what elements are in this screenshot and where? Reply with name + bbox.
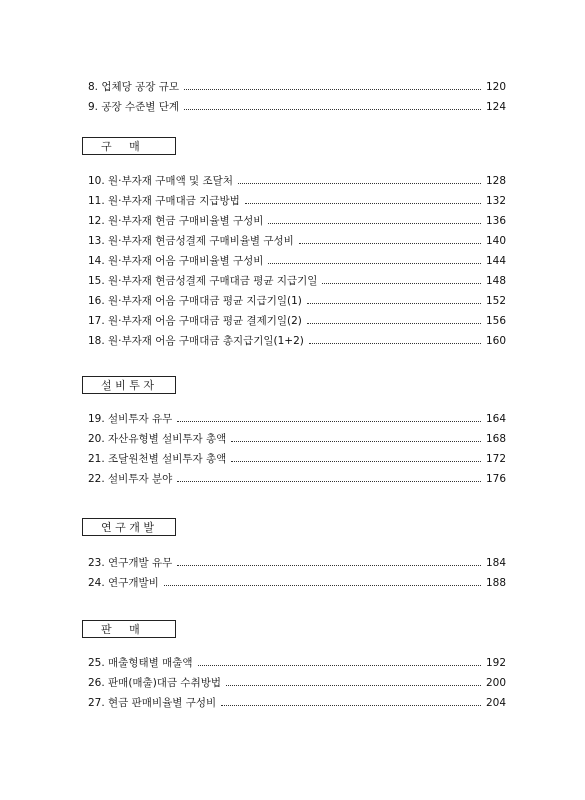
toc-entry-label: 24. 연구개발비 <box>88 577 159 589</box>
toc-entry[interactable] <box>88 410 506 426</box>
section-title: 설 비 투 자 <box>101 379 154 392</box>
toc-entry-page: 156 <box>485 315 506 327</box>
leader-dots <box>307 323 481 324</box>
toc-entry-label: 9. 공장 수준별 단계 <box>88 101 180 113</box>
toc-entry[interactable] <box>88 674 506 690</box>
toc-entry[interactable] <box>88 574 506 590</box>
toc-entry-label: 16. 원·부자재 어음 구매대금 평균 지급기일(1) <box>88 295 302 307</box>
leader-dots <box>226 685 481 686</box>
toc-entry[interactable] <box>88 694 506 710</box>
leader-dots <box>177 421 481 422</box>
toc-entry[interactable] <box>88 78 506 94</box>
toc-entry-page: 176 <box>485 473 506 485</box>
toc-entry[interactable] <box>88 172 506 188</box>
toc-entry[interactable] <box>88 212 506 228</box>
toc-entry-label: 26. 판매(매출)대금 수취방법 <box>88 677 221 689</box>
section-header-rnd <box>82 518 176 536</box>
leader-dots <box>268 263 481 264</box>
leader-dots <box>245 203 481 204</box>
toc-entry-page: 172 <box>485 453 506 465</box>
toc-entry-label: 27. 현금 판매비율별 구성비 <box>88 697 217 709</box>
toc-entry-label: 12. 원·부자재 현금 구매비율별 구성비 <box>88 215 264 227</box>
section-title: 구 매 <box>101 140 140 153</box>
leader-dots <box>177 481 481 482</box>
leader-dots <box>309 343 481 344</box>
toc-entry[interactable] <box>88 312 506 328</box>
toc-entry-label: 20. 자산유형별 설비투자 총액 <box>88 433 227 445</box>
toc-entry[interactable] <box>88 98 506 114</box>
leader-dots <box>184 109 481 110</box>
toc-entry[interactable] <box>88 554 506 570</box>
toc-entry[interactable] <box>88 252 506 268</box>
toc-entry-page: 168 <box>485 433 506 445</box>
section-title: 연 구 개 발 <box>101 521 154 534</box>
toc-entry[interactable] <box>88 292 506 308</box>
toc-entry-label: 11. 원·부자재 구매대금 지급방법 <box>88 195 240 207</box>
toc-entry-page: 192 <box>485 657 506 669</box>
toc-entry-page: 184 <box>485 557 506 569</box>
toc-entry-label: 23. 연구개발 유무 <box>88 557 173 569</box>
toc-entry[interactable] <box>88 332 506 348</box>
toc-entry[interactable] <box>88 192 506 208</box>
toc-entry-page: 164 <box>485 413 506 425</box>
toc-entry-label: 17. 원·부자재 어음 구매대금 평균 결제기일(2) <box>88 315 302 327</box>
toc-entry-page: 120 <box>485 81 506 93</box>
toc-entry-page: 124 <box>485 101 506 113</box>
leader-dots <box>198 665 481 666</box>
toc-entry-page: 188 <box>485 577 506 589</box>
toc-entry-label: 8. 업체당 공장 규모 <box>88 81 180 93</box>
section-header-facility-investment <box>82 376 176 394</box>
toc-entry-label: 14. 원·부자재 어음 구매비율별 구성비 <box>88 255 264 267</box>
leader-dots <box>238 183 481 184</box>
leader-dots <box>184 89 481 90</box>
leader-dots <box>164 585 481 586</box>
leader-dots <box>307 303 481 304</box>
toc-entry[interactable] <box>88 272 506 288</box>
toc-entry-label: 25. 매출형태별 매출액 <box>88 657 193 669</box>
toc-entry[interactable] <box>88 450 506 466</box>
section-header-purchase <box>82 137 176 155</box>
toc-entry-label: 18. 원·부자재 어음 구매대금 총지급기일(1+2) <box>88 335 304 347</box>
toc-entry-label: 10. 원·부자재 구매액 및 조달처 <box>88 175 233 187</box>
toc-entry-page: 144 <box>485 255 506 267</box>
toc-entry-page: 132 <box>485 195 506 207</box>
toc-entry-page: 128 <box>485 175 506 187</box>
leader-dots <box>322 283 481 284</box>
toc-entry[interactable] <box>88 232 506 248</box>
toc-entry-label: 15. 원·부자재 현금성결제 구매대금 평균 지급기일 <box>88 275 318 287</box>
leader-dots <box>268 223 481 224</box>
toc-entry-page: 148 <box>485 275 506 287</box>
section-header-sales <box>82 620 176 638</box>
toc-entry[interactable] <box>88 654 506 670</box>
leader-dots <box>221 705 481 706</box>
toc-entry-page: 204 <box>485 697 506 709</box>
toc-entry-page: 140 <box>485 235 506 247</box>
toc-entry-page: 160 <box>485 335 506 347</box>
toc-entry-label: 21. 조달원천별 설비투자 총액 <box>88 453 227 465</box>
toc-entry[interactable] <box>88 430 506 446</box>
toc-entry-label: 13. 원·부자재 현금성결제 구매비율별 구성비 <box>88 235 294 247</box>
toc-entry-label: 19. 설비투자 유무 <box>88 413 173 425</box>
leader-dots <box>231 441 481 442</box>
toc-entry-page: 136 <box>485 215 506 227</box>
toc-entry-page: 200 <box>485 677 506 689</box>
toc-entry[interactable] <box>88 470 506 486</box>
leader-dots <box>231 461 481 462</box>
toc-entry-page: 152 <box>485 295 506 307</box>
leader-dots <box>299 243 481 244</box>
section-title: 판 매 <box>101 623 140 636</box>
leader-dots <box>177 565 481 566</box>
toc-entry-label: 22. 설비투자 분야 <box>88 473 173 485</box>
